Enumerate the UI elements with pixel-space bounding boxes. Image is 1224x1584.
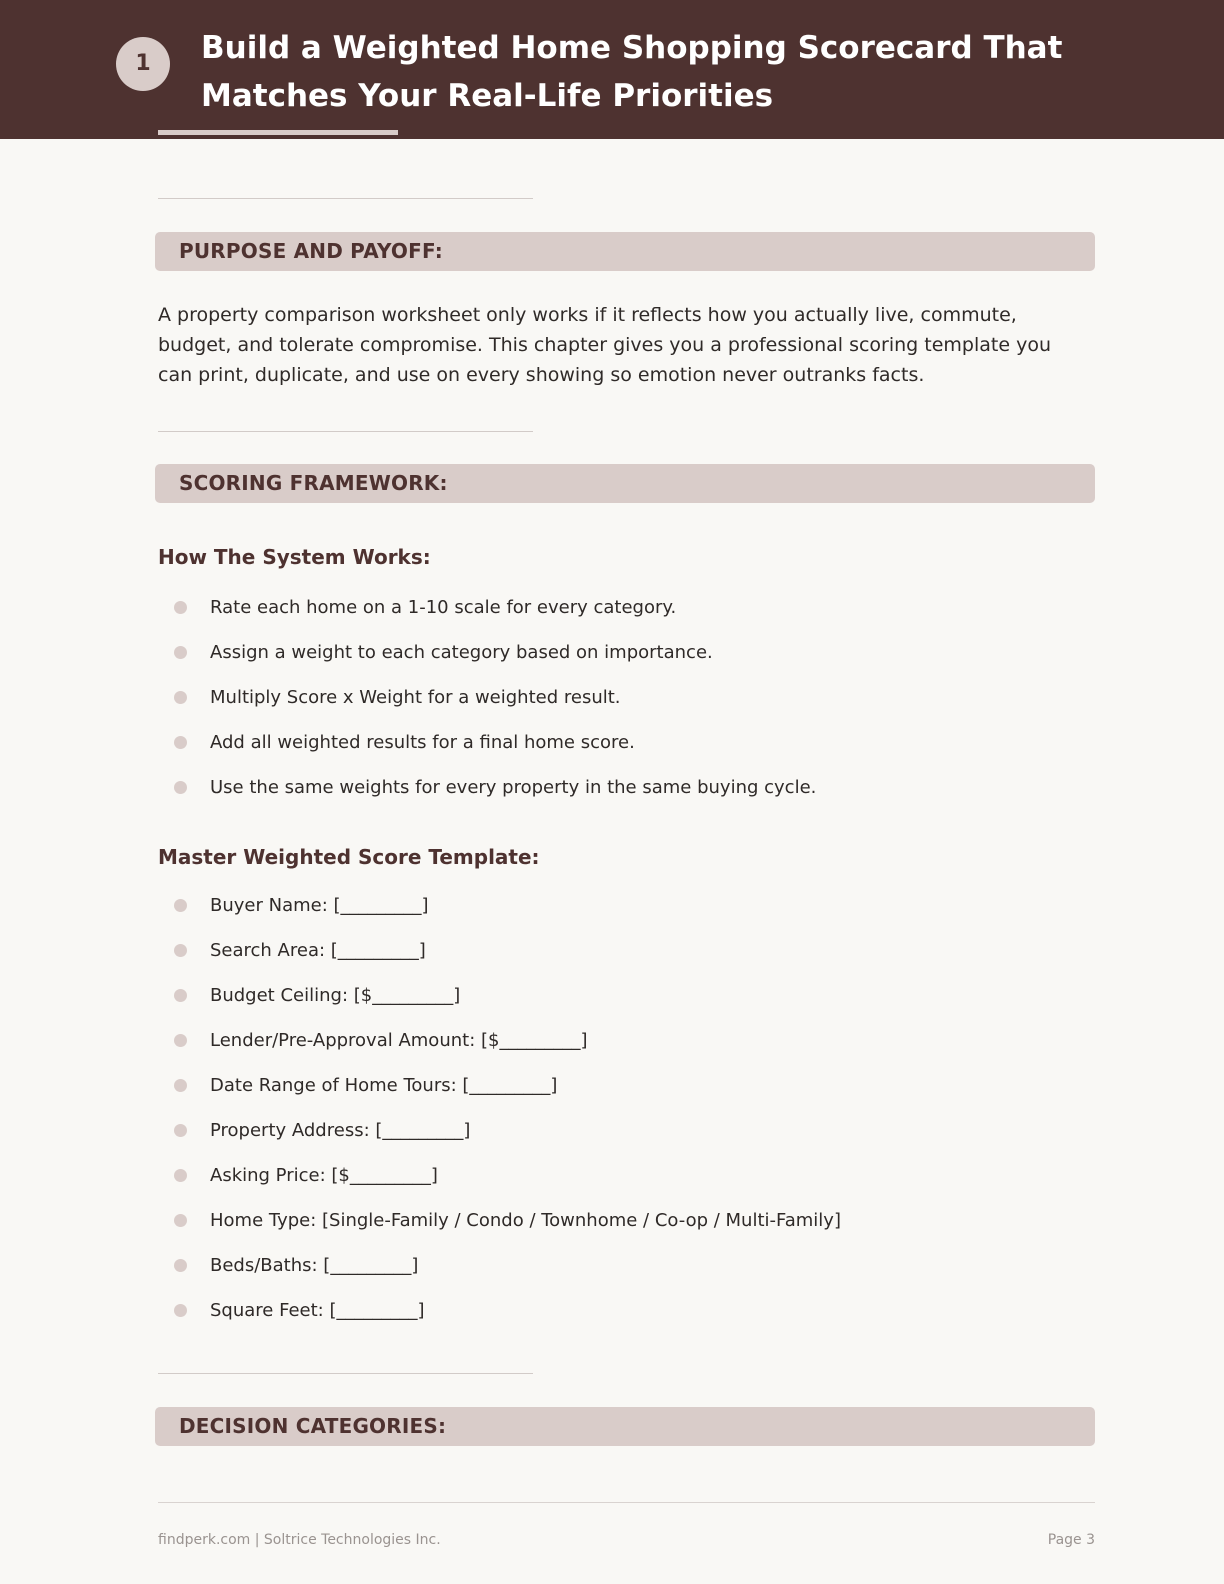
bullet-icon [174, 736, 187, 749]
bullet-icon [174, 1169, 187, 1182]
bullet-icon [174, 781, 187, 794]
bullet-icon [174, 1034, 187, 1047]
master-template-heading: Master Weighted Score Template: [158, 845, 540, 869]
bullet-icon [174, 1304, 187, 1317]
section-heading-text: SCORING FRAMEWORK: [179, 471, 448, 495]
section-heading-text: PURPOSE AND PAYOFF: [179, 239, 443, 263]
section-heading-text: DECISION CATEGORIES: [179, 1414, 447, 1438]
bullet-icon [174, 1214, 187, 1227]
bullet-icon [174, 1079, 187, 1092]
section-heading-framework [155, 464, 1095, 503]
bullet-icon [174, 1124, 187, 1137]
bullet-icon [174, 646, 187, 659]
chapter-title: Build a Weighted Home Shopping Scorecard That Matches Your Real-Life Priorities [201, 30, 1063, 114]
footer-rule [158, 1502, 1095, 1503]
bullet-icon [174, 989, 187, 1002]
title-underline [158, 130, 398, 135]
page-number: Page 3 [1047, 1532, 1095, 1548]
bullet-icon [174, 601, 187, 614]
how-system-works-heading: How The System Works: [158, 545, 431, 569]
section-divider [158, 1373, 533, 1374]
section-divider [158, 198, 533, 199]
section-heading-decision [155, 1407, 1095, 1446]
purpose-paragraph: A property comparison worksheet only works if it reflects how you actually live, commute, budget, and tolerate compromise. This chapter gives you a professional scoring template you can print, duplicate, and use on every showing so emotion never outranks facts. [158, 304, 1051, 386]
bullet-icon [174, 691, 187, 704]
section-heading-purpose [155, 232, 1095, 271]
bullet-icon [174, 1259, 187, 1272]
section-divider [158, 431, 533, 432]
footer-source: findperk.com | Soltrice Technologies Inc. [158, 1532, 441, 1548]
chapter-header [0, 0, 1224, 139]
chapter-number-badge: 1 [116, 37, 170, 91]
bullet-icon [174, 899, 187, 912]
bullet-icon [174, 944, 187, 957]
